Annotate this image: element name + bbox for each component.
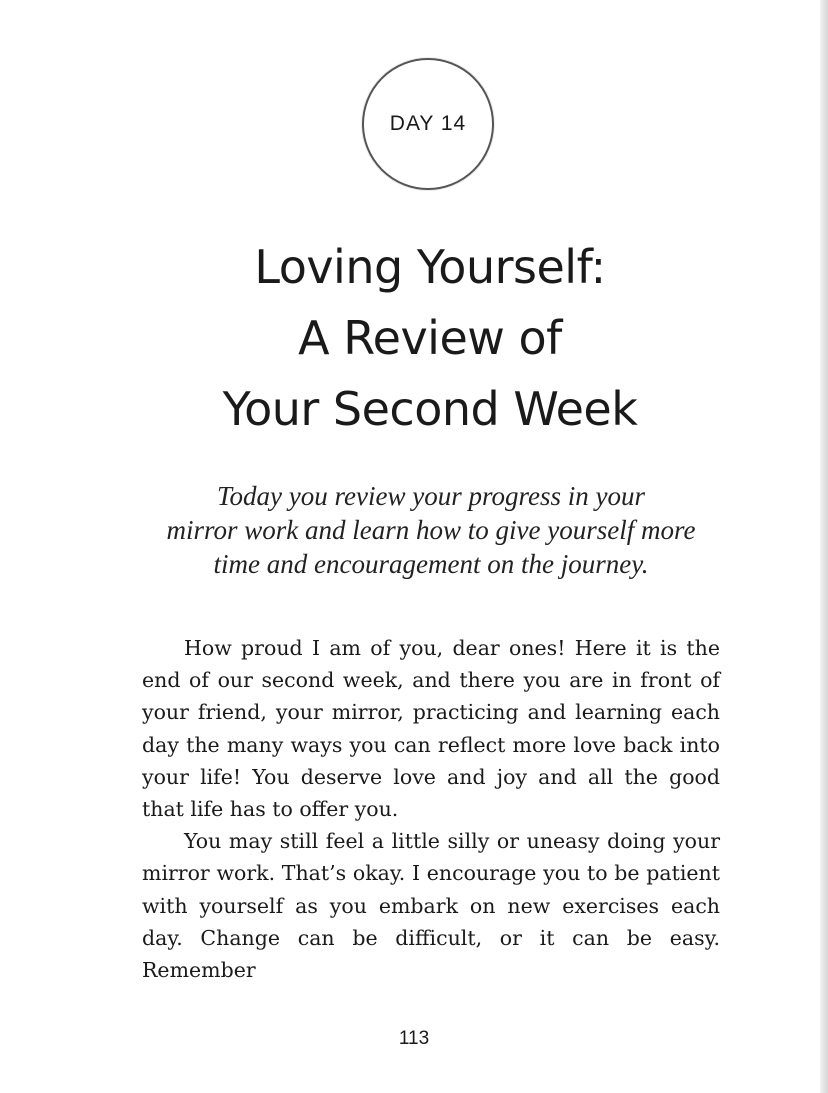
body-paragraph: How proud I am of you, dear ones! Here it is the end of our second week, and there you are in front of your friend, your mirror, practicing and learning each day the many ways you can reflect more love back into your life! You deserve love and joy and all the good that life has to offer you. <box>142 636 720 822</box>
body-paragraph: You may still feel a little silly or uneasy doing your mirror work. That’s okay. I encourage you to be patient with yourself as you embark on new exercises each day. Change can be difficult, or it can be easy. Remember <box>142 829 720 983</box>
chapter-title-line: A Review of <box>298 311 562 365</box>
chapter-title <box>140 232 720 445</box>
page-number: 113 <box>398 1028 430 1049</box>
chapter-subtitle-line: time and encouragement on the journey. <box>213 549 649 579</box>
day-badge-label: DAY 14 <box>389 112 467 135</box>
page-edge-shadow <box>820 0 828 1093</box>
chapter-subtitle-line: Today you review your progress in your <box>217 481 645 511</box>
chapter-title-line: Your Second Week <box>222 382 638 436</box>
day-badge-circle <box>362 58 494 190</box>
chapter-subtitle-line: mirror work and learn how to give yourself more <box>166 515 696 545</box>
body-text <box>142 632 720 986</box>
chapter-subtitle <box>140 479 722 581</box>
chapter-title-line: Loving Yourself: <box>254 240 606 294</box>
